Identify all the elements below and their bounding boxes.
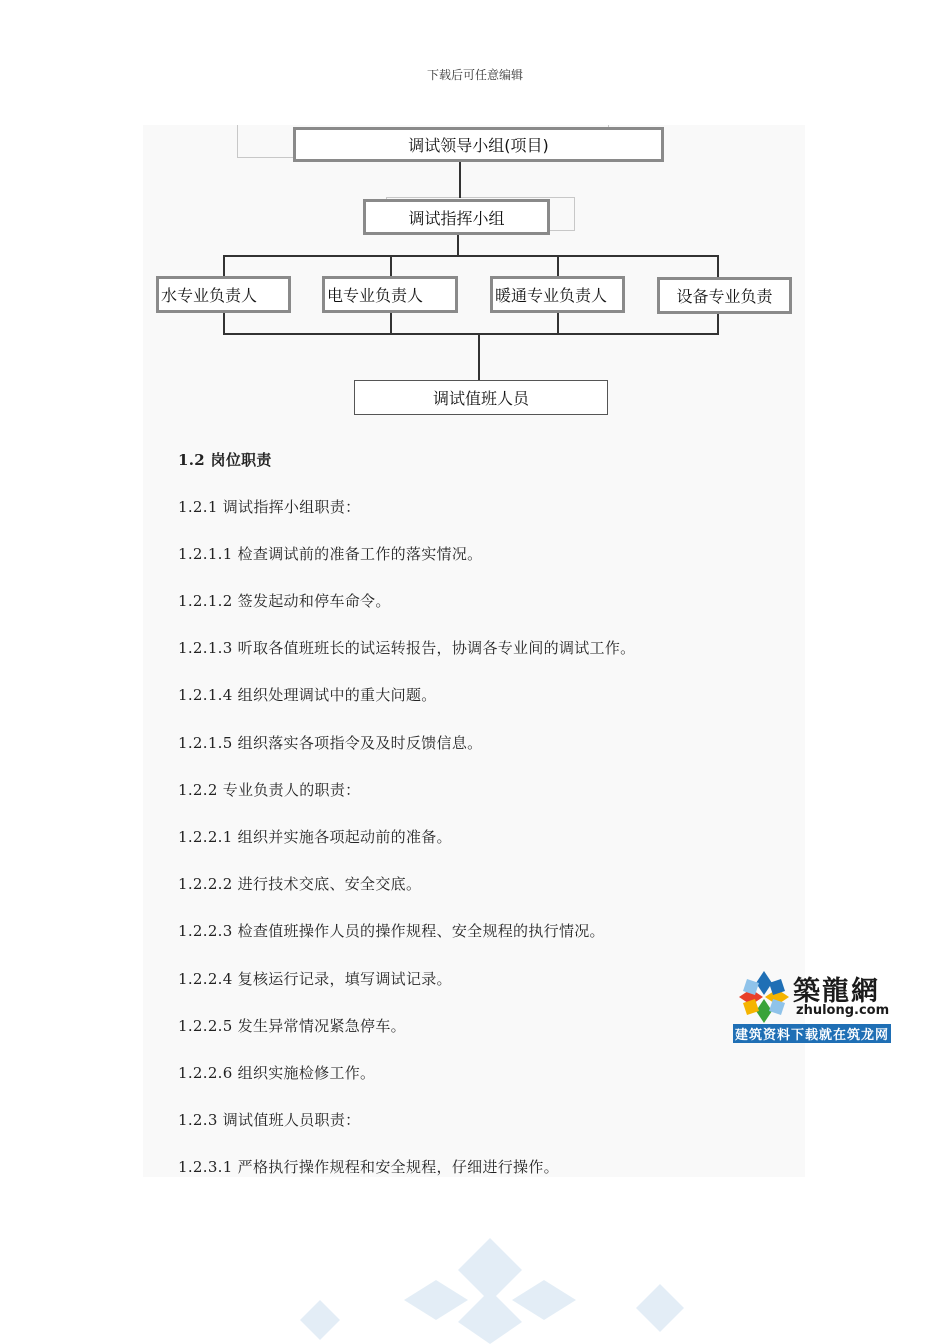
section-line: 1.2.2.3 检查值班操作人员的操作规程、安全规程的执行情况。 xyxy=(178,922,605,940)
node-leader: 调试领导小组(项目) xyxy=(293,127,664,162)
watermark-snowflake-icon xyxy=(260,1230,720,1344)
zhulong-logo xyxy=(733,967,891,1043)
header-note: 下载后可任意编辑 xyxy=(426,68,523,82)
section-line: 1.2.3.1 严格执行操作规程和安全规程，仔细进行操作。 xyxy=(178,1158,559,1176)
section-line: 1.2.1 调试指挥小组职责： xyxy=(178,498,361,516)
section-line: 1.2.2.2 进行技术交底、安全交底。 xyxy=(178,875,422,893)
connector-line xyxy=(459,162,461,198)
connector-line xyxy=(478,333,480,381)
node-water-lead: 水专业负责人 xyxy=(156,276,291,313)
node-duty-staff: 调试值班人员 xyxy=(354,380,608,415)
section-line: 1.2.1.3 听取各值班班长的试运转报告，协调各专业间的调试工作。 xyxy=(178,639,636,657)
section-line: 1.2.1.5 组织落实各项指令及及时反馈信息。 xyxy=(178,734,483,752)
connector-line xyxy=(223,333,719,335)
node-hvac-lead: 暖通专业负责人 xyxy=(490,276,625,313)
org-chart xyxy=(0,0,950,430)
connector-line xyxy=(223,255,719,257)
connector-line xyxy=(457,234,459,255)
section-line: 1.2.3 调试值班人员职责： xyxy=(178,1111,361,1129)
section-line: 1.2.1.1 检查调试前的准备工作的落实情况。 xyxy=(178,545,483,563)
section-line: 1.2.2.4 复核运行记录，填写调试记录。 xyxy=(178,970,452,988)
node-equipment-lead: 设备专业负责 xyxy=(657,277,792,314)
node-electrical-lead: 电专业负责人 xyxy=(322,276,458,313)
node-command: 调试指挥小组 xyxy=(363,199,550,235)
section-line: 1.2.1.4 组织处理调试中的重大问题。 xyxy=(178,686,437,704)
section-line: 1.2.2.5 发生异常情况紧急停车。 xyxy=(178,1017,406,1035)
logo-slogan: 建筑资料下载就在筑龙网 xyxy=(733,1024,891,1043)
logo-domain: zhulong.com xyxy=(796,1003,890,1018)
section-line: 1.2.2 专业负责人的职责： xyxy=(178,781,361,799)
logo-name: 築龍網 xyxy=(793,976,880,1007)
section-heading: 1.2 岗位职责 xyxy=(178,451,272,469)
section-line: 1.2.2.6 组织实施检修工作。 xyxy=(178,1064,376,1082)
section-line: 1.2.1.2 签发起动和停车命令。 xyxy=(178,592,391,610)
logo-snowflake-icon xyxy=(735,969,793,1025)
section-line: 1.2.2.1 组织并实施各项起动前的准备。 xyxy=(178,828,452,846)
